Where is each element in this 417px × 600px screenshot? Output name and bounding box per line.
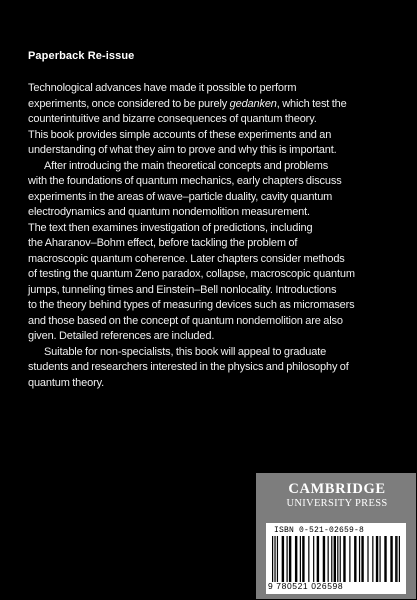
blurb-line: of testing the quantum Zeno paradox, collapse, macroscopic quantum	[28, 268, 355, 280]
barcode-box	[266, 523, 406, 594]
blurb-line: jumps, tunneling times and Einstein–Bell nonlocality. Introductions	[28, 283, 337, 296]
barcode-bar	[384, 536, 386, 582]
barcode-bar	[372, 536, 373, 582]
barcode-bar	[286, 536, 287, 582]
barcode-bar	[302, 536, 304, 582]
blurb-line: Suitable for non-specialists, this book will appeal to graduate	[44, 345, 327, 358]
blurb-line: given. Detailed references are included.	[28, 330, 215, 342]
barcode-bar	[323, 536, 325, 582]
blurb-line: After introducing the main theoretical concepts and problems	[44, 159, 329, 172]
blurb-text	[28, 81, 390, 391]
isbn-label: ISBN 0-521-02659-8	[274, 526, 365, 535]
blurb-line: and those based on the concept of quantum nondemolition are also	[28, 314, 343, 327]
barcode-bar	[274, 536, 275, 582]
blurb-line: This book provides simple accounts of these experiments and an	[28, 128, 332, 141]
barcode-bar	[308, 536, 309, 582]
barcode-bar	[272, 536, 273, 582]
blurb-line: understanding of what they aim to prove and why this is important.	[28, 144, 337, 156]
barcode-bar	[349, 536, 350, 582]
barcode-bar	[359, 536, 360, 582]
barcode-bar	[395, 536, 396, 582]
barcode-bar	[396, 536, 397, 582]
barcode-bar	[337, 536, 338, 582]
blurb-line: the Aharanov–Bohm effect, before tackling the problem of	[28, 237, 298, 249]
blurb-line: counterintuitive and bizarre consequences of quantum theory.	[28, 113, 317, 125]
barcode-bar	[328, 536, 329, 582]
barcode-bar	[282, 536, 284, 582]
barcode-digits: 9 780521 026598	[268, 581, 344, 591]
barcode-bar	[277, 536, 278, 582]
barcode-bar	[379, 536, 380, 582]
blurb-emphasis: gedanken	[229, 97, 277, 110]
barcode-bar	[300, 536, 301, 582]
publisher-name: CAMBRIDGE	[288, 481, 386, 497]
reissue-heading: Paperback Re-issue	[28, 50, 135, 62]
blurb-line: with the foundations of quantum mechanics, early chapters discuss	[28, 175, 342, 187]
blurb-line-part: experiments, once considered to be purely	[28, 97, 230, 110]
barcode-bar	[295, 536, 297, 582]
blurb-line: to the theory behind types of measuring devices such as micromasers	[28, 299, 355, 311]
blurb-line: macroscopic quantum coherence. Later chapters consider methods	[28, 252, 345, 265]
barcode-bar	[331, 536, 332, 582]
barcode-bar	[313, 536, 314, 582]
blurb-line: experiments in the areas of wave–particle duality, cavity quantum	[28, 190, 333, 203]
blurb-line-part: , which test the	[276, 97, 347, 110]
barcode-bar	[367, 536, 368, 582]
blurb-line	[28, 97, 390, 113]
blurb-line: The text then examines investigation of predictions, including	[28, 221, 313, 234]
blurb-line: students and researchers interested in the physics and philosophy of	[28, 361, 349, 373]
blurb-line: electrodynamics and quantum nondemolition measurement.	[28, 206, 310, 218]
barcode-bar	[361, 536, 363, 582]
barcode-icon	[272, 536, 400, 582]
barcode-bar	[390, 536, 392, 582]
barcode-bar	[289, 536, 291, 582]
barcode-bar	[334, 536, 336, 582]
blurb-line: quantum theory.	[28, 376, 105, 389]
barcode-bar	[354, 536, 356, 582]
publisher-logo	[263, 477, 411, 521]
barcode-bar	[376, 536, 378, 582]
barcode-bar	[340, 536, 341, 582]
barcode-bar	[399, 536, 400, 582]
barcode-bar	[343, 536, 345, 582]
publisher-subtitle: UNIVERSITY PRESS	[286, 498, 388, 509]
barcode-bar	[317, 536, 319, 582]
blurb-line: Technological advances have made it possible to perform	[28, 82, 297, 94]
